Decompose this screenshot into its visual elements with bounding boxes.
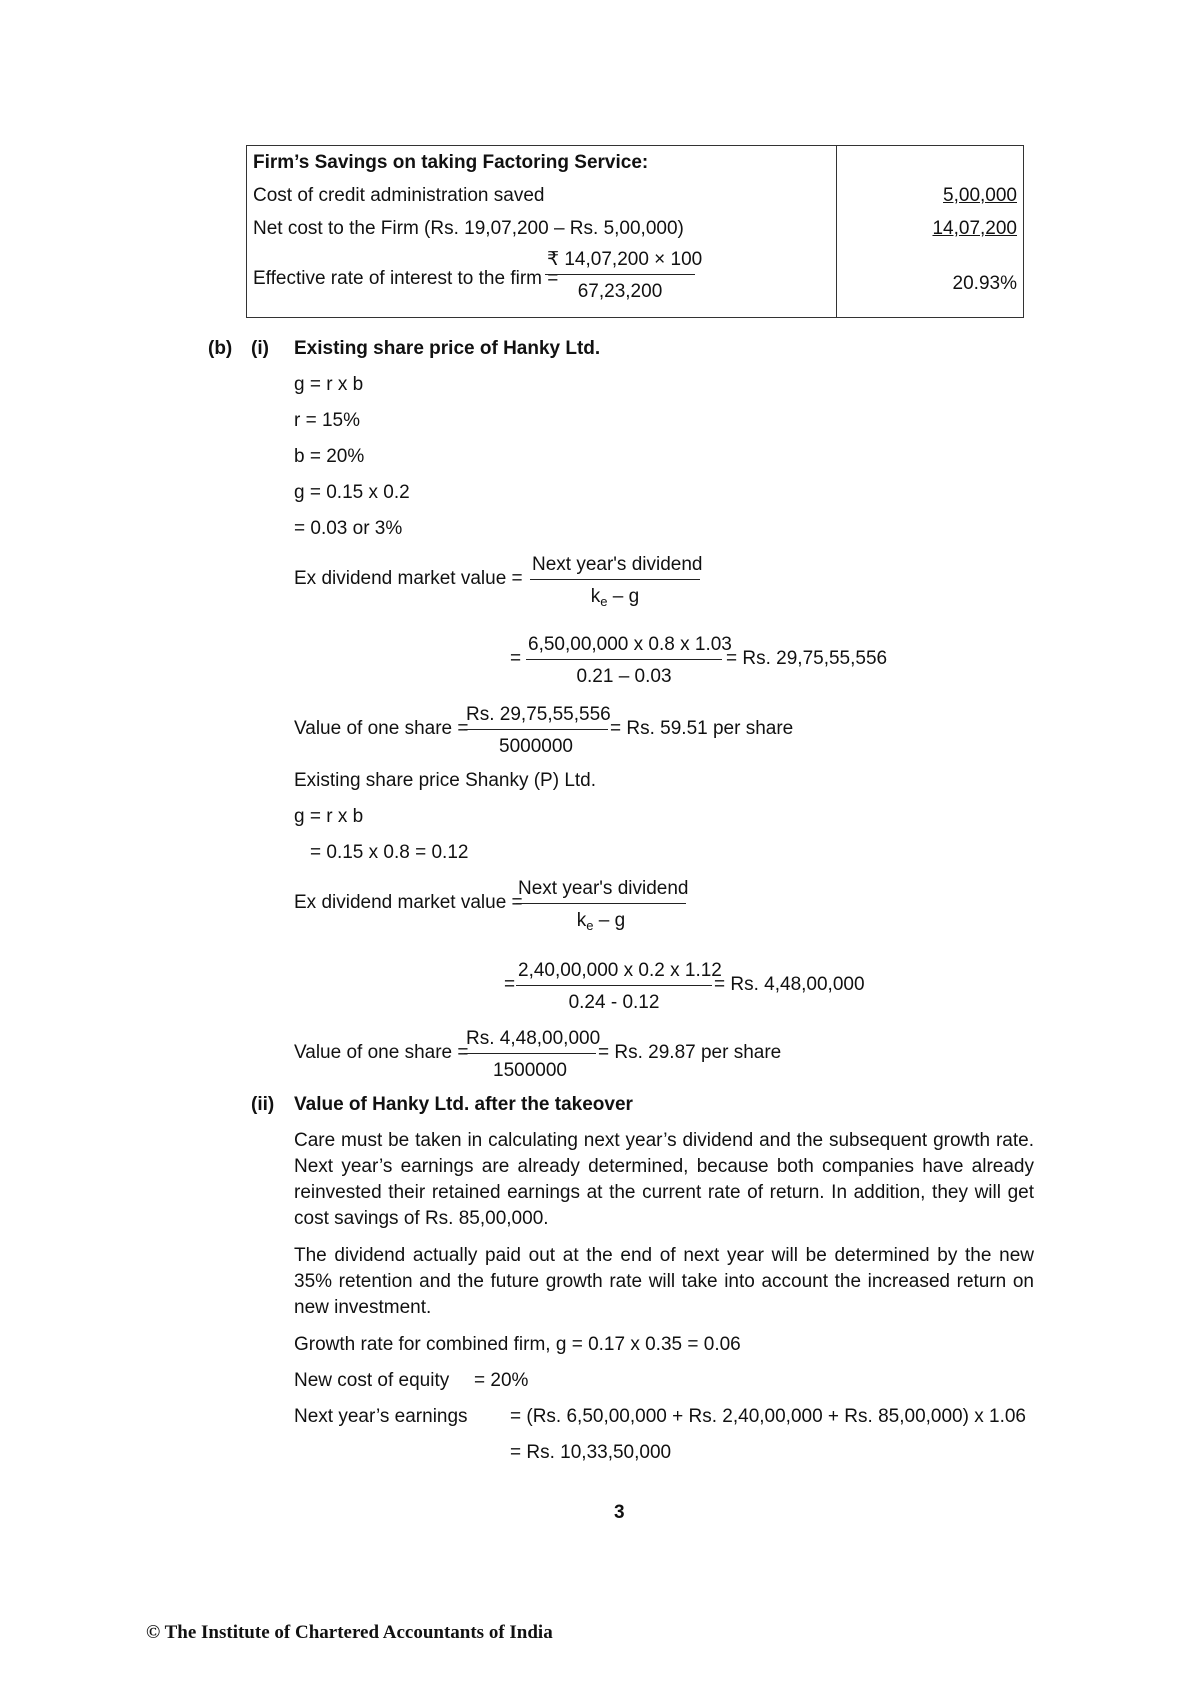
formula-line: = 0.03 or 3%	[294, 518, 403, 539]
fraction-numerator: 2,40,00,000 x 0.2 x 1.12	[516, 960, 712, 986]
eq1-fraction	[526, 634, 732, 688]
fraction-denominator: 5000000	[499, 736, 573, 757]
ke-subscript: e	[600, 594, 608, 609]
effective-rate-value: 20.93%	[952, 273, 1017, 294]
equals-sign: =	[510, 648, 522, 669]
exdiv-fraction	[516, 878, 689, 933]
ke-rest: – g	[607, 586, 640, 607]
cost-of-equity-label: New cost of equity	[294, 1370, 450, 1391]
section-ii-title: Value of Hanky Ltd. after the takeover	[294, 1094, 633, 1115]
formula-line: g = r x b	[294, 374, 364, 395]
next-earnings-value: = (Rs. 6,50,00,000 + Rs. 2,40,00,000 + Rs. 85,00,000) x 1.06	[510, 1406, 1026, 1427]
fraction-denominator: 67,23,200	[577, 281, 663, 302]
effective-rate-fraction	[545, 248, 703, 303]
table-row-value: 14,07,200	[932, 218, 1017, 239]
effective-rate-row	[247, 245, 836, 317]
eq2-result: = Rs. 4,48,00,000	[714, 974, 865, 995]
fraction-denominator: 1500000	[493, 1060, 567, 1081]
effective-rate-label: Effective rate of interest to the firm =	[253, 268, 559, 289]
vos1-result: = Rs. 59.51 per share	[610, 718, 794, 739]
section-b-label: (b)	[208, 338, 233, 359]
page-number: 3	[614, 1502, 625, 1523]
section-i-label: (i)	[251, 338, 269, 359]
vos2-result: = Rs. 29.87 per share	[598, 1042, 782, 1063]
table-right-column	[837, 146, 1024, 318]
cost-of-equity-value: = 20%	[474, 1370, 529, 1391]
ke-subscript: e	[586, 918, 594, 933]
next-earnings-label: Next year’s earnings	[294, 1406, 468, 1427]
growth-rate-line: Growth rate for combined firm, g = 0.17 x 0.35 = 0.06	[294, 1334, 741, 1355]
fraction-numerator: Next year's dividend	[530, 554, 700, 580]
table-title: Firm’s Savings on taking Factoring Service:	[253, 152, 649, 173]
eq1-result: = Rs. 29,75,55,556	[726, 648, 888, 669]
exdiv-label: Ex dividend market value =	[294, 892, 523, 913]
table-row-value: 5,00,000	[943, 185, 1017, 206]
formula-line: r = 15%	[294, 410, 361, 431]
value-one-share-label: Value of one share =	[294, 718, 469, 739]
shanky-title: Existing share price Shanky (P) Ltd.	[294, 770, 597, 791]
value-one-share-label: Value of one share =	[294, 1042, 469, 1063]
paragraph-1: Care must be taken in calculating next year’s dividend and the subsequent growth rate. Next year’s earnings are already determined, because both companies have already reinvested their retained earnings at the current rate of return. In addition, they will get cost savings of Rs. 85,00,000.	[294, 1130, 1034, 1229]
table-row-label: Cost of credit administration saved	[253, 185, 545, 206]
fraction-denominator: 0.21 – 0.03	[576, 666, 672, 687]
ke-rest: – g	[593, 910, 626, 931]
equals-sign: =	[504, 974, 516, 995]
section-i-title: Existing share price of Hanky Ltd.	[294, 338, 601, 359]
vos2-fraction	[464, 1028, 601, 1082]
vos1-fraction	[464, 704, 611, 758]
eq2-fraction	[516, 960, 722, 1014]
ke-symbol: k	[590, 586, 601, 607]
paragraph-2: The dividend actually paid out at the end of next year will be determined by the new 35% retention and the future growth rate will take into account the increased return on new investment.	[294, 1245, 1034, 1318]
formula-line: g = 0.15 x 0.2	[294, 482, 410, 503]
ke-symbol: k	[576, 910, 587, 931]
fraction-numerator: Rs. 29,75,55,556	[464, 704, 608, 730]
footer-copyright: © The Institute of Chartered Accountants of India	[146, 1622, 553, 1643]
formula-line: b = 20%	[294, 446, 365, 467]
formula-line: = 0.15 x 0.8 = 0.12	[310, 842, 469, 863]
fraction-numerator: 6,50,00,000 x 0.8 x 1.03	[526, 634, 722, 660]
exdiv-label: Ex dividend market value =	[294, 568, 523, 589]
section-ii-label: (ii)	[251, 1094, 275, 1115]
formula-line: g = r x b	[294, 806, 364, 827]
fraction-numerator: ₹ 14,07,200 × 100	[545, 248, 695, 275]
factoring-savings-table	[246, 145, 1024, 318]
fraction-numerator: Next year's dividend	[516, 878, 686, 904]
fraction-numerator: Rs. 4,48,00,000	[464, 1028, 596, 1054]
next-earnings-total: = Rs. 10,33,50,000	[510, 1442, 672, 1463]
table-row-label: Net cost to the Firm (Rs. 19,07,200 – Rs. 5,00,000)	[253, 218, 684, 239]
table-left-column	[247, 146, 837, 318]
fraction-denominator: 0.24 - 0.12	[568, 992, 660, 1013]
exdiv-fraction	[530, 554, 703, 609]
